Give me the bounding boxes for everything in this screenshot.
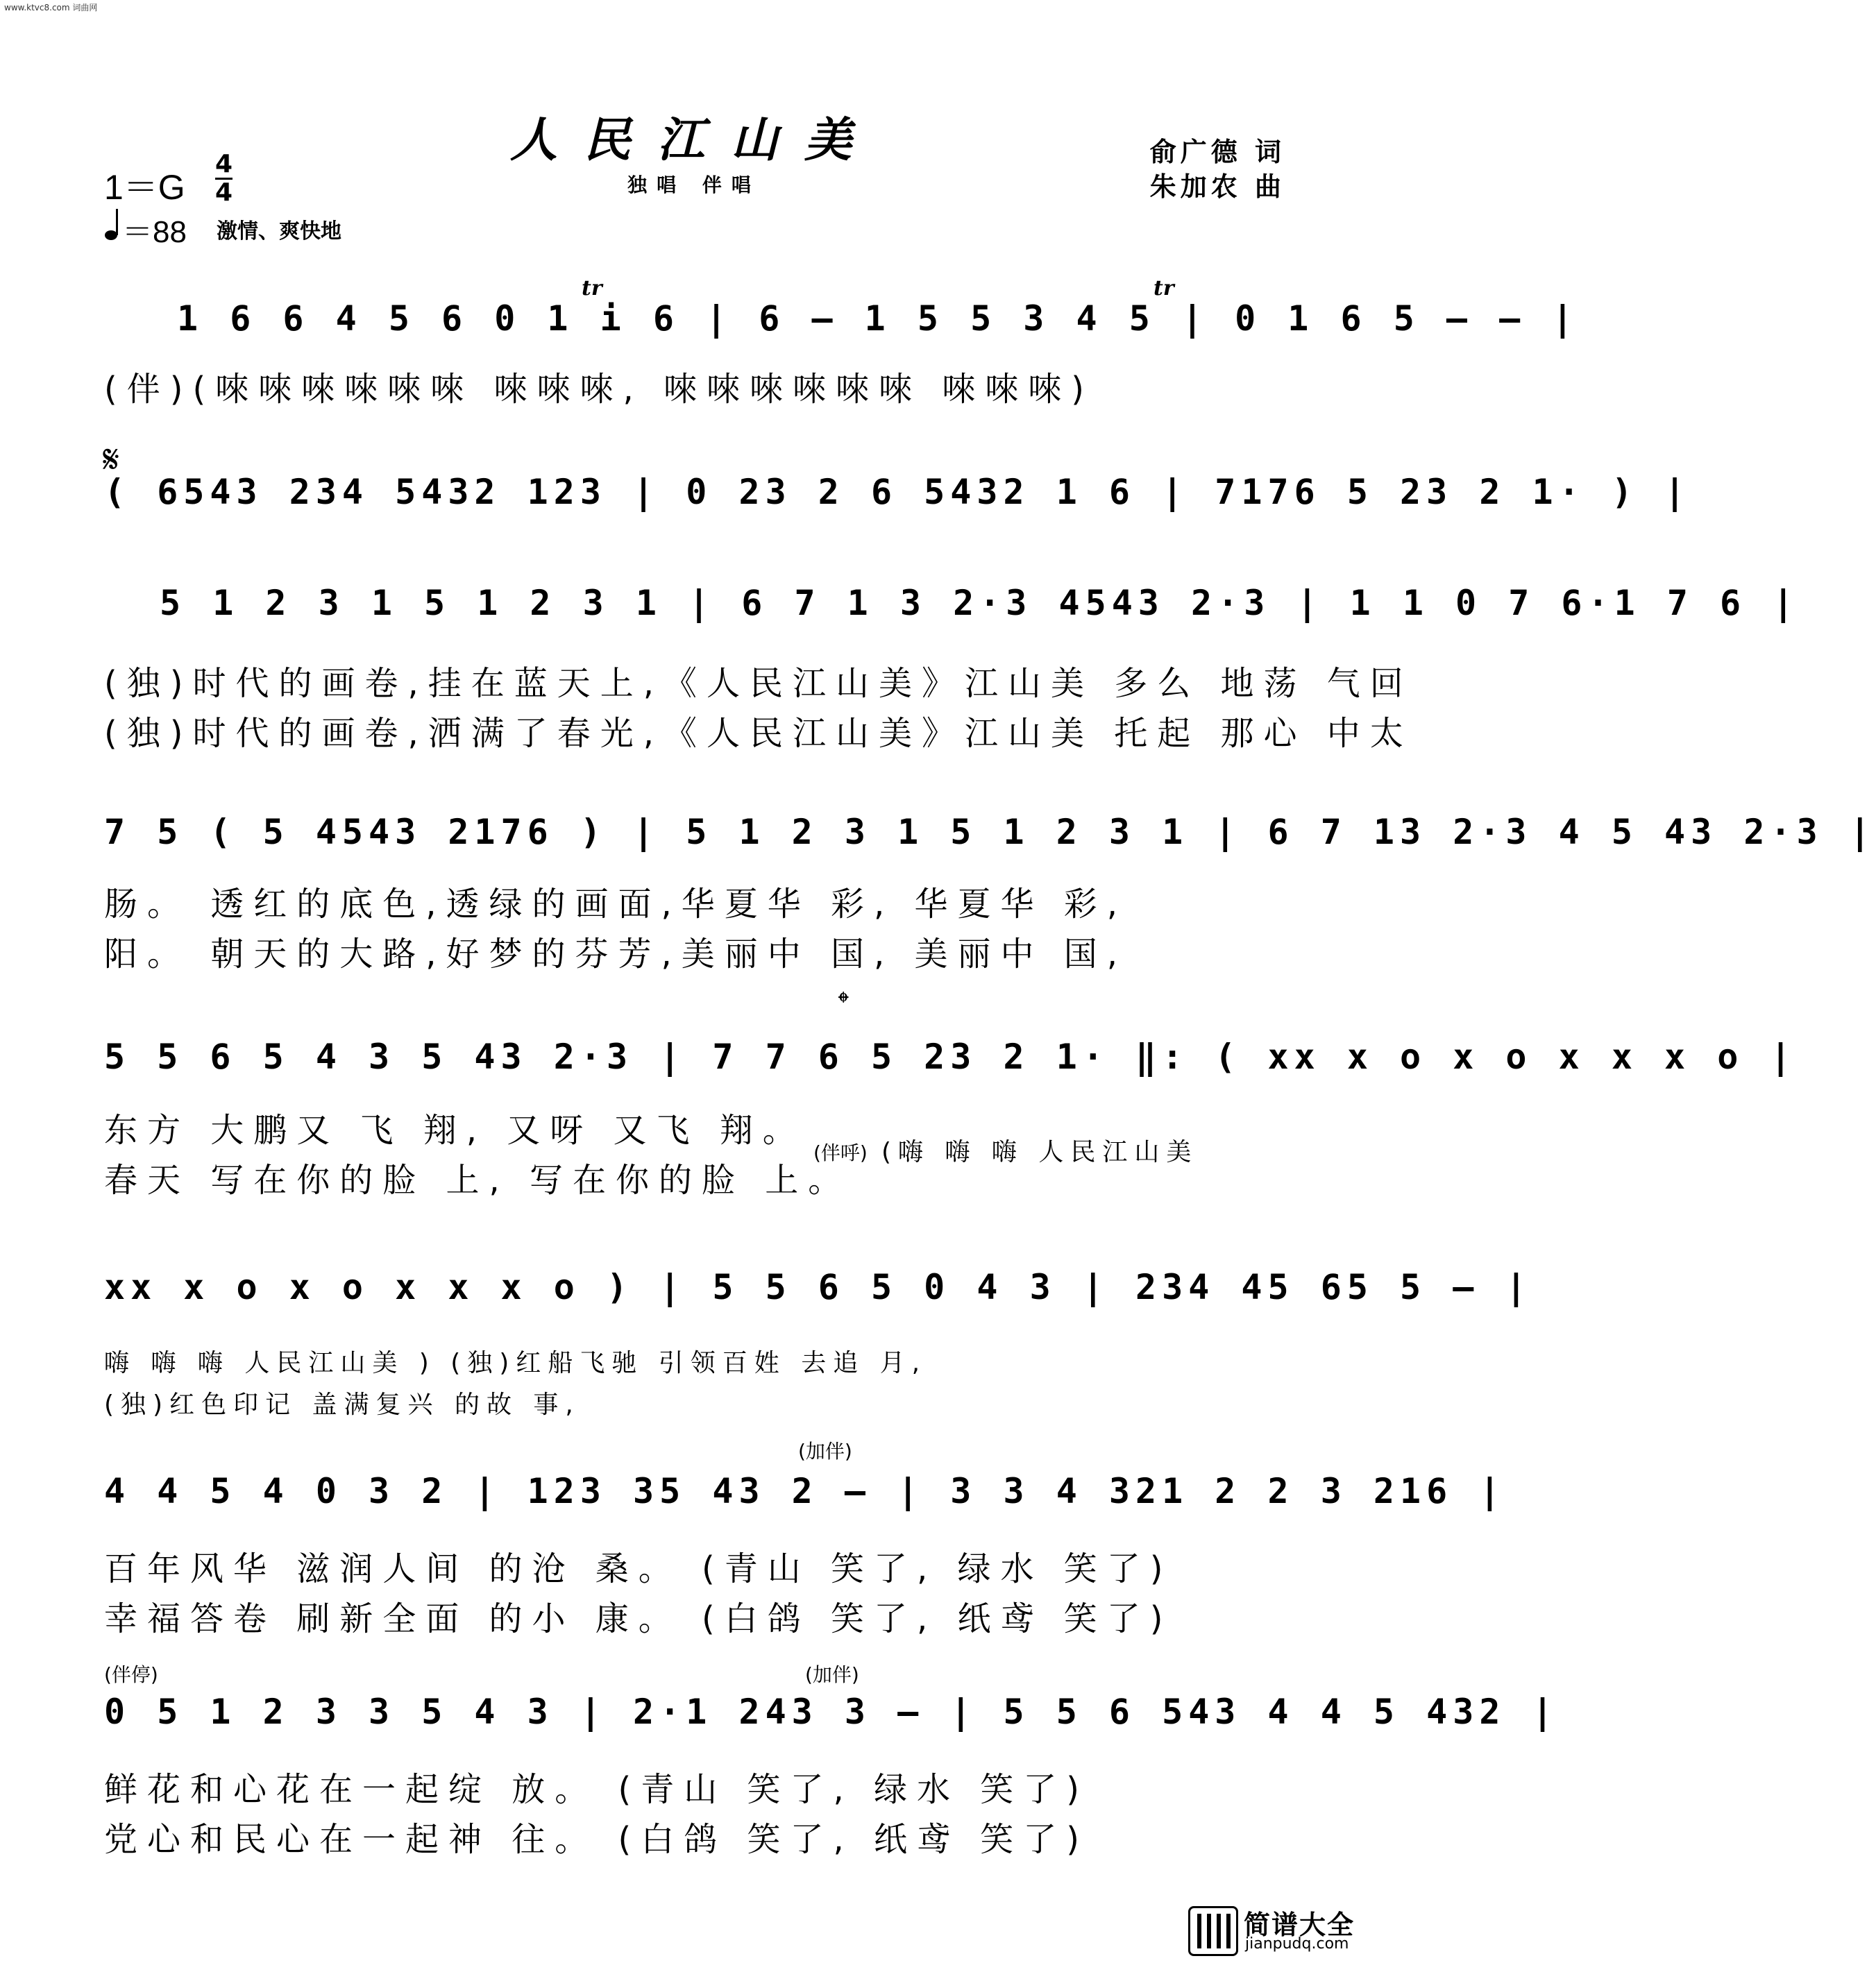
lyric-row-7b: 幸福答卷 刷新全面 的小 康。 (白鸽 笑了, 纸鸢 笑了) bbox=[104, 1599, 1173, 1638]
tempo-value: ＝88 bbox=[122, 215, 187, 249]
lyric-row-3b: (独)时代的画卷,洒满了春光,《人民江山美》江山美 托起 那心 中太 bbox=[104, 714, 1413, 753]
lyricist-credit: 俞广德 词 bbox=[1149, 137, 1285, 167]
notation-row-1: 1 6 6 4 5 6 0 1 i 6 | 6 – 1 5 5 3 4 5 | 0 1 6 5 – – | bbox=[177, 298, 1579, 339]
song-subtitle: 独唱 伴唱 bbox=[627, 173, 761, 196]
notation-row-5: 5 5 6 5 4 3 5 43 2·3 | 7 7 6 5 23 2 1· ‖: ( xx x o x o x x x o | bbox=[104, 1037, 1797, 1077]
time-signature-top: 4 bbox=[215, 150, 233, 178]
song-title: 人民江山美 bbox=[509, 112, 878, 168]
tempo-description: 激情、爽快地 bbox=[217, 219, 341, 244]
lyric-row-5b: 春天 写在你的脸 上, 写在你的脸 上。 bbox=[104, 1161, 852, 1200]
notation-row-7: 4 4 5 4 0 3 2 | 123 35 43 2 – | 3 3 4 321 2 2 3 216 | bbox=[104, 1471, 1506, 1511]
notation-row-3: 5 1 2 3 1 5 1 2 3 1 | 6 7 1 3 2·3 4543 2·3 | 1 1 0 7 6·1 7 6 | bbox=[160, 583, 1800, 623]
site-logo[interactable] bbox=[1188, 1901, 1362, 1956]
add-accompaniment-tag: (加伴) bbox=[798, 1440, 852, 1463]
accompaniment-call-tag: (伴呼) bbox=[813, 1141, 868, 1164]
notation-row-4: 7 5 ( 5 4543 2176 ) | 5 1 2 3 1 5 1 2 3 1 | 6 7 13 2·3 4 5 43 2·3 | bbox=[104, 812, 1876, 852]
coda-sign: 𝄌 bbox=[838, 985, 849, 1019]
lyric-row-3a: (独)时代的画卷,挂在蓝天上,《人民江山美》江山美 多么 地荡 气回 bbox=[104, 664, 1413, 703]
segno-sign: 𝄋 bbox=[103, 437, 120, 482]
time-signature bbox=[215, 151, 233, 206]
time-signature-bottom: 4 bbox=[215, 178, 233, 207]
lyric-row-8a: 鲜花和心花在一起绽 放。 (青山 笑了, 绿水 笑了) bbox=[104, 1770, 1090, 1809]
accompaniment-lyric: (嗨 嗨 嗨 人民江山美 bbox=[881, 1138, 1199, 1166]
lyric-row-1: (伴)(唻唻唻唻唻唻 唻唻唻, 唻唻唻唻唻唻 唻唻唻) bbox=[104, 370, 1094, 409]
lyric-row-5a: 东方 大鹏又 飞 翔, 又呀 又飞 翔。 bbox=[104, 1111, 806, 1150]
lyric-row-6b: (独)红色印记 盖满复兴 的故 事, bbox=[104, 1391, 580, 1419]
logo-name: 简谱大全 bbox=[1244, 1910, 1355, 1940]
tempo-marking bbox=[104, 207, 187, 251]
lyric-row-8b: 党心和民心在一起神 往。 (白鸽 笑了, 纸鸢 笑了) bbox=[104, 1820, 1090, 1859]
lyric-row-7a: 百年风华 滋润人间 的沧 桑。 (青山 笑了, 绿水 笑了) bbox=[104, 1549, 1173, 1588]
key-signature: 1＝G bbox=[104, 168, 185, 207]
add-accompaniment-tag-2: (加伴) bbox=[805, 1663, 859, 1686]
piano-keys-icon bbox=[1188, 1906, 1238, 1956]
trill-mark: tr bbox=[582, 276, 602, 300]
source-url: www.ktvc8.com 词曲网 bbox=[4, 3, 98, 12]
lyric-row-6a: 嗨 嗨 嗨 人民江山美 ) (独)红船飞驰 引领百姓 去追 月, bbox=[104, 1349, 927, 1377]
lyric-row-4a: 肠。 透红的底色,透绿的画面,华夏华 彩, 华夏华 彩, bbox=[104, 885, 1128, 924]
notation-row-6: xx x o x o x x x o ) | 5 5 6 5 0 4 3 | 234 45 65 5 – | bbox=[104, 1267, 1532, 1307]
quarter-note-icon bbox=[104, 207, 122, 250]
lyric-row-4b: 阳。 朝天的大路,好梦的芬芳,美丽中 国, 美丽中 国, bbox=[104, 935, 1128, 974]
trill-mark: tr bbox=[1154, 276, 1174, 300]
composer-credit: 朱加农 曲 bbox=[1149, 171, 1285, 202]
notation-row-8: 0 5 1 2 3 3 5 4 3 | 2·1 243 3 – | 5 5 6 543 4 4 5 432 | bbox=[104, 1692, 1559, 1732]
logo-url: jianpudq.com bbox=[1245, 1935, 1349, 1953]
accompaniment-stop-tag: (伴停) bbox=[104, 1663, 158, 1686]
notation-row-2: ( 6543 234 5432 123 | 0 23 2 6 5432 1 6 | 7176 5 23 2 1· ) | bbox=[104, 472, 1691, 512]
